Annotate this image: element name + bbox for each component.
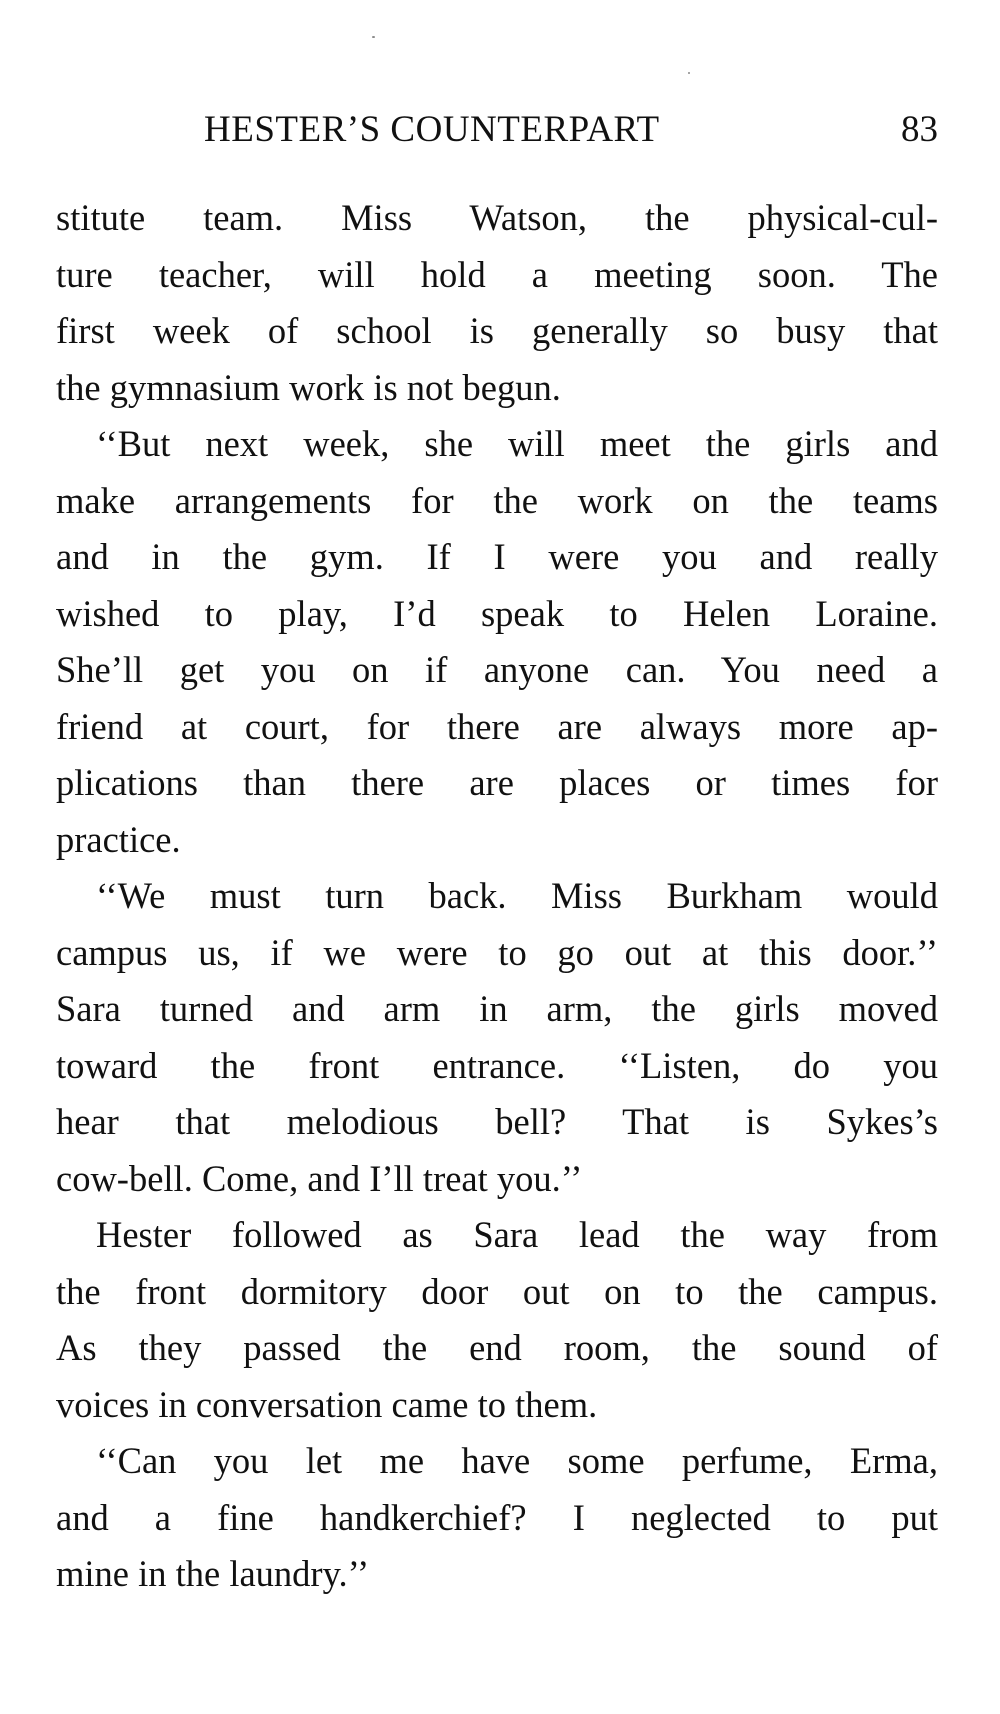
page-number: 83	[901, 109, 938, 150]
text-line: campus us, if we were to go out at this door.’’	[56, 931, 938, 973]
text-line: stitute team. Miss Watson, the physical-cul-	[56, 197, 938, 238]
text-line: wished to play, I’d speak to Helen Loraine.	[56, 592, 938, 634]
running-head	[56, 108, 938, 152]
paragraph	[56, 190, 938, 416]
text-line: hear that melodious bell? That is Sykes’s	[56, 1101, 938, 1142]
print-speck	[688, 72, 690, 74]
text-line: the gymnasium work is not begun.	[56, 366, 561, 408]
text-line: and in the gym. If I were you and really	[56, 536, 938, 577]
text-line: practice.	[56, 818, 181, 860]
text-line: ‘‘Can you let me have some perfume, Erma,	[96, 1440, 938, 1481]
text-line: voices in conversation came to them.	[56, 1383, 598, 1425]
text-line: friend at court, for there are always more ap-	[56, 705, 938, 747]
text-line: She’ll get you on if anyone can. You need a	[56, 649, 938, 690]
text-line: first week of school is generally so busy that	[56, 310, 938, 351]
text-line: As they passed the end room, the sound of	[56, 1327, 938, 1368]
paragraph	[56, 416, 938, 868]
text-line: ture teacher, will hold a meeting soon. The	[56, 253, 938, 295]
paragraph	[56, 1207, 938, 1433]
text-line: and a fine handkerchief? I neglected to put	[56, 1496, 938, 1538]
text-line: ‘‘We must turn back. Miss Burkham would	[96, 875, 938, 916]
paragraph	[56, 868, 938, 1207]
running-title: HESTER’S COUNTERPART	[204, 109, 660, 150]
print-speck	[372, 36, 375, 38]
text-line: cow-bell. Come, and I’ll treat you.’’	[56, 1157, 583, 1199]
text-line: plications than there are places or times for	[56, 762, 938, 803]
text-line: the front dormitory door out on to the campus.	[56, 1270, 938, 1312]
text-line: Hester followed as Sara lead the way from	[96, 1214, 938, 1255]
text-line: make arrangements for the work on the teams	[56, 479, 938, 521]
text-line: toward the front entrance. ‘‘Listen, do you	[56, 1044, 938, 1086]
text-line: mine in the laundry.’’	[56, 1553, 370, 1594]
text-line: Sara turned and arm in arm, the girls moved	[56, 988, 938, 1029]
body-text	[56, 190, 938, 1603]
paragraph	[56, 1433, 938, 1603]
text-line: ‘‘But next week, she will meet the girls and	[96, 423, 938, 464]
